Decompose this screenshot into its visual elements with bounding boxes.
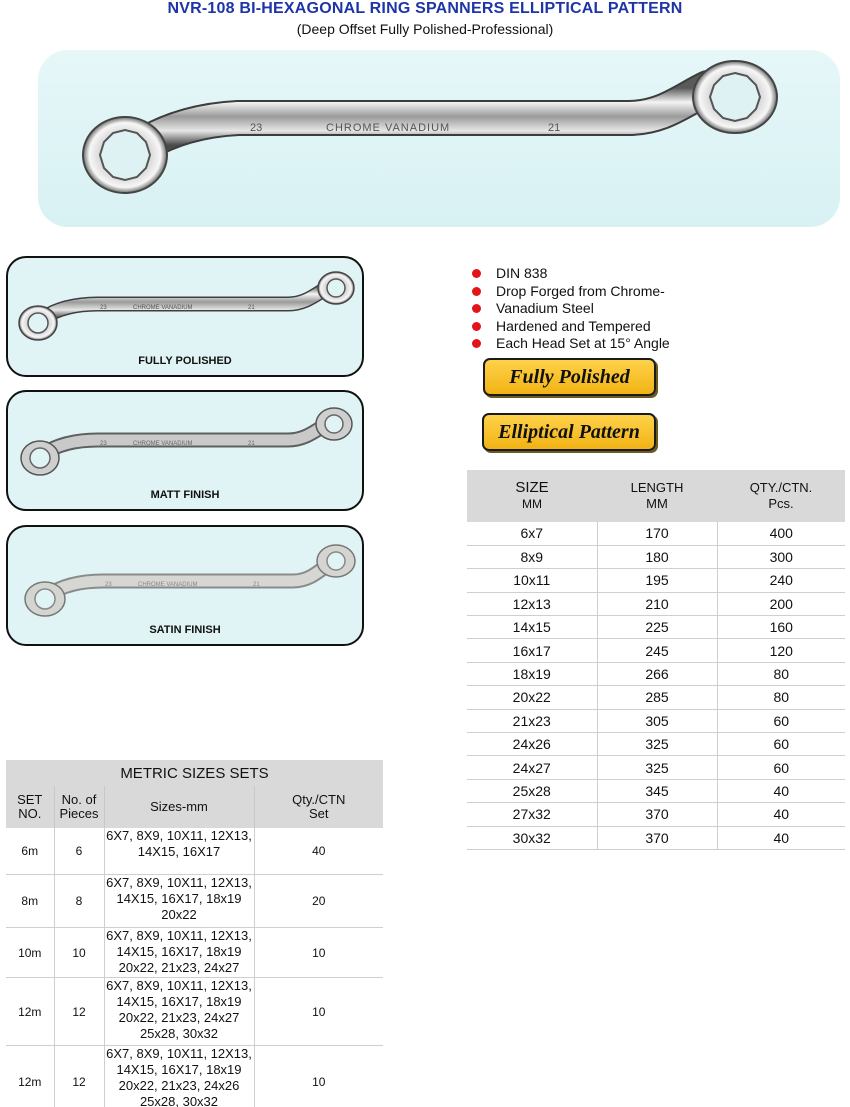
cell-size: 14x15 bbox=[467, 616, 597, 639]
cell-set-no: 10m bbox=[6, 928, 54, 978]
spanner-illustration bbox=[8, 258, 364, 358]
finish-card-fully-polished bbox=[6, 256, 364, 377]
cell-pieces: 10 bbox=[54, 928, 104, 978]
column-header-size: SIZE MM bbox=[467, 470, 597, 522]
cell-qty: 400 bbox=[717, 522, 845, 545]
column-header-qty-set: Qty./CTN Set bbox=[254, 786, 383, 828]
cell-size: 16x17 bbox=[467, 639, 597, 662]
cell-qty: 60 bbox=[717, 709, 845, 732]
cell-set-no: 12m bbox=[6, 978, 54, 1046]
column-header-sizes: Sizes-mm bbox=[104, 786, 254, 828]
sizes-line: 6X7, 8X9, 10X11, 12X13, bbox=[106, 928, 252, 943]
cell-qty: 160 bbox=[717, 616, 845, 639]
spanner-illustration bbox=[8, 392, 364, 492]
cell-length: 210 bbox=[597, 592, 717, 615]
table-row bbox=[6, 928, 383, 978]
cell-size: 8x9 bbox=[467, 545, 597, 568]
cell-length: 345 bbox=[597, 779, 717, 802]
sizes-line: 14X15, 16X17, 18x19 bbox=[116, 944, 242, 959]
table-row bbox=[467, 686, 845, 709]
cell-qty-set: 10 bbox=[254, 1046, 383, 1107]
sizes-line: 20x22, 21x23, 24x26 bbox=[118, 1078, 240, 1093]
finish-label: MATT FINISH bbox=[150, 489, 220, 501]
cell-length: 170 bbox=[597, 522, 717, 545]
finish-left-size: 23 bbox=[105, 582, 112, 588]
feature-item: Vanadium Steel bbox=[468, 300, 670, 318]
cell-size: 12x13 bbox=[467, 592, 597, 615]
feature-list bbox=[468, 265, 670, 353]
finish-label: FULLY POLISHED bbox=[138, 355, 232, 367]
table-row bbox=[6, 828, 383, 875]
finish-card-satin bbox=[6, 525, 364, 646]
cell-length: 305 bbox=[597, 709, 717, 732]
column-header-pieces: No. of Pieces bbox=[54, 786, 104, 828]
cell-qty: 80 bbox=[717, 662, 845, 685]
cell-set-no: 12m bbox=[6, 1046, 54, 1107]
cell-pieces: 12 bbox=[54, 1046, 104, 1107]
sizes-line: 14X15, 16X17, 18x19 bbox=[116, 1062, 242, 1077]
cell-qty-set: 20 bbox=[254, 875, 383, 928]
cell-qty: 60 bbox=[717, 733, 845, 756]
cell-sizes bbox=[104, 928, 254, 978]
bullet-dot-icon bbox=[472, 287, 481, 296]
cell-qty: 40 bbox=[717, 779, 845, 802]
cell-pieces: 6 bbox=[54, 828, 104, 875]
finish-right-size: 21 bbox=[248, 305, 255, 311]
hero-image-panel bbox=[38, 50, 840, 227]
cell-size: 24x26 bbox=[467, 733, 597, 756]
sizes-line: 25x28, 30x32 bbox=[139, 1094, 219, 1107]
sizes-line: 6X7, 8X9, 10X11, 12X13, bbox=[106, 1046, 252, 1061]
cell-size: 24x27 bbox=[467, 756, 597, 779]
table-row bbox=[6, 875, 383, 928]
cell-sizes bbox=[104, 828, 254, 875]
table-row bbox=[467, 616, 845, 639]
finish-brand-text: CHROME VANADIUM bbox=[138, 582, 198, 588]
cell-qty: 60 bbox=[717, 756, 845, 779]
bullet-dot-icon bbox=[472, 339, 481, 348]
cell-qty: 40 bbox=[717, 803, 845, 826]
table-row bbox=[467, 803, 845, 826]
badge-elliptical-pattern: Elliptical Pattern bbox=[482, 413, 656, 451]
finish-left-size: 23 bbox=[100, 441, 107, 447]
table-row bbox=[6, 978, 383, 1046]
cell-set-no: 6m bbox=[6, 828, 54, 875]
table-row bbox=[467, 522, 845, 545]
finish-card-matt bbox=[6, 390, 364, 511]
cell-qty: 300 bbox=[717, 545, 845, 568]
page-title: NVR-108 BI-HEXAGONAL RING SPANNERS ELLIPTICAL PATTERN bbox=[167, 0, 683, 17]
cell-size: 30x32 bbox=[467, 826, 597, 849]
cell-size: 25x28 bbox=[467, 779, 597, 802]
cell-qty-set: 10 bbox=[254, 928, 383, 978]
cell-qty: 120 bbox=[717, 639, 845, 662]
finish-right-size: 21 bbox=[253, 582, 260, 588]
cell-size: 6x7 bbox=[467, 522, 597, 545]
cell-pieces: 12 bbox=[54, 978, 104, 1046]
finish-brand-text: CHROME VANADIUM bbox=[133, 441, 193, 447]
cell-size: 20x22 bbox=[467, 686, 597, 709]
table-row bbox=[467, 709, 845, 732]
column-header-set-no: SET NO. bbox=[6, 786, 54, 828]
column-header-qty: QTY./CTN. Pcs. bbox=[717, 470, 845, 522]
cell-length: 325 bbox=[597, 756, 717, 779]
finish-left-size: 23 bbox=[100, 305, 107, 311]
sizes-line: 25x28, 30x32 bbox=[139, 1026, 219, 1041]
page-subtitle: (Deep Offset Fully Polished-Professional) bbox=[296, 21, 554, 37]
table-row bbox=[467, 545, 845, 568]
spanner-illustration bbox=[8, 527, 364, 627]
table-caption: METRIC SIZES SETS bbox=[6, 760, 383, 786]
table-row bbox=[467, 826, 845, 849]
cell-size: 21x23 bbox=[467, 709, 597, 732]
table-row bbox=[467, 779, 845, 802]
bullet-dot-icon bbox=[472, 269, 481, 278]
sizes-line: 6X7, 8X9, 10X11, 12X13, bbox=[106, 828, 252, 843]
spanner-illustration bbox=[38, 50, 840, 227]
hero-brand-text: CHROME VANADIUM bbox=[326, 122, 451, 134]
sizes-line: 14X15, 16X17 bbox=[137, 844, 221, 859]
cell-length: 325 bbox=[597, 733, 717, 756]
cell-size: 18x19 bbox=[467, 662, 597, 685]
cell-sizes bbox=[104, 875, 254, 928]
cell-size: 10x11 bbox=[467, 569, 597, 592]
cell-sizes bbox=[104, 978, 254, 1046]
hero-left-size: 23 bbox=[250, 122, 263, 134]
cell-length: 370 bbox=[597, 803, 717, 826]
sizes-line: 20x22, 21x23, 24x27 bbox=[118, 960, 240, 975]
table-row bbox=[467, 662, 845, 685]
table-row bbox=[467, 592, 845, 615]
cell-length: 225 bbox=[597, 616, 717, 639]
size-table-header bbox=[467, 470, 845, 522]
column-header-length: LENGTH MM bbox=[597, 470, 717, 522]
cell-length: 285 bbox=[597, 686, 717, 709]
cell-qty: 40 bbox=[717, 826, 845, 849]
cell-length: 245 bbox=[597, 639, 717, 662]
cell-qty: 200 bbox=[717, 592, 845, 615]
table-row bbox=[467, 733, 845, 756]
sizes-line: 6X7, 8X9, 10X11, 12X13, bbox=[106, 875, 252, 890]
cell-sizes bbox=[104, 1046, 254, 1107]
sizes-line: 14X15, 16X17, 18x19 bbox=[116, 891, 242, 906]
feature-item: Each Head Set at 15° Angle bbox=[468, 335, 670, 353]
sizes-line: 14X15, 16X17, 18x19 bbox=[116, 994, 242, 1009]
sizes-line: 20x22 bbox=[161, 907, 197, 922]
finish-label: SATIN FINISH bbox=[149, 624, 221, 636]
cell-length: 180 bbox=[597, 545, 717, 568]
feature-item: DIN 838 bbox=[468, 265, 670, 283]
table-row bbox=[6, 1046, 383, 1107]
cell-length: 266 bbox=[597, 662, 717, 685]
metric-sets-table bbox=[6, 760, 383, 1107]
sizes-line: 20x22, 21x23, 24x27 bbox=[118, 1010, 240, 1025]
table-row bbox=[467, 639, 845, 662]
bullet-dot-icon bbox=[472, 304, 481, 313]
table-row bbox=[467, 756, 845, 779]
cell-qty: 240 bbox=[717, 569, 845, 592]
badge-fully-polished: Fully Polished bbox=[483, 358, 656, 396]
cell-set-no: 8m bbox=[6, 875, 54, 928]
finish-brand-text: CHROME VANADIUM bbox=[133, 305, 193, 311]
cell-qty-set: 10 bbox=[254, 978, 383, 1046]
cell-qty-set: 40 bbox=[254, 828, 383, 875]
hero-right-size: 21 bbox=[548, 122, 561, 134]
finish-right-size: 21 bbox=[248, 441, 255, 447]
size-table bbox=[467, 470, 845, 850]
feature-item: Drop Forged from Chrome- bbox=[468, 283, 670, 301]
table-row bbox=[467, 569, 845, 592]
cell-pieces: 8 bbox=[54, 875, 104, 928]
cell-size: 27x32 bbox=[467, 803, 597, 826]
cell-length: 195 bbox=[597, 569, 717, 592]
bullet-dot-icon bbox=[472, 322, 481, 331]
cell-length: 370 bbox=[597, 826, 717, 849]
feature-item: Hardened and Tempered bbox=[468, 318, 670, 336]
sizes-line: 6X7, 8X9, 10X11, 12X13, bbox=[106, 978, 252, 993]
cell-qty: 80 bbox=[717, 686, 845, 709]
